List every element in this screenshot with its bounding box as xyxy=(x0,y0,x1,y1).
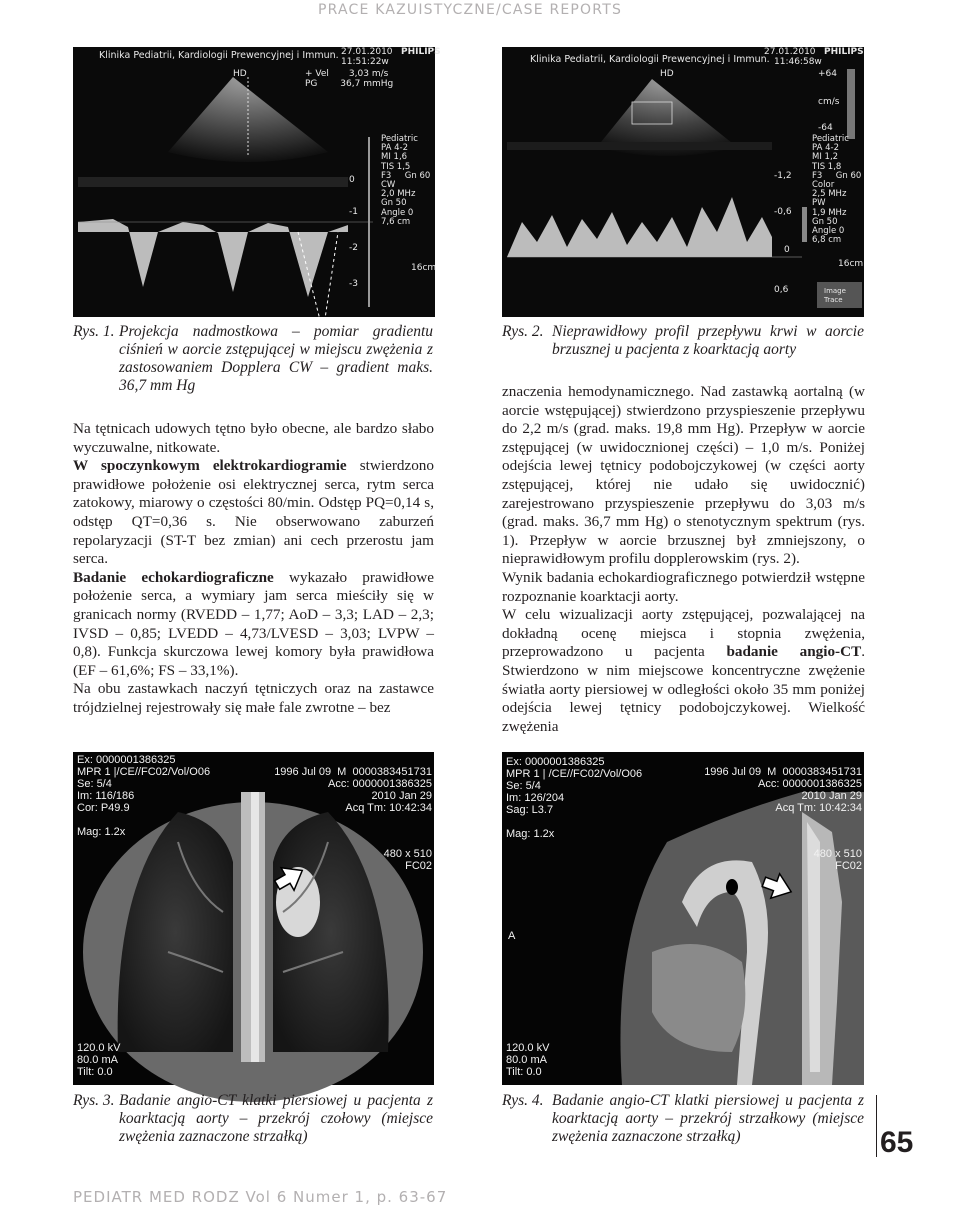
paragraph-hemodynamics: znaczenia hemodynamicznego. Nad zastawką aortalną (w aorcie wstępującej) stwierdzono przyspieszenie przepływu do 2,2 m/s (grad. maks. 19,8 mm Hg). Przepływ w aorcie zstępującej (w uwidocznionej części) – 1,0 m/s. Poniżej odejścia lewej tętnicy podobojczykowej (w części aorty zstępującej, której nie udało się uwidocznić) zarejestrowano przyspieszenie przepływu do 3,03 m/s (grad. maks. 36,7 mm Hg) o stenotycznym spektrum (rys. 1). Przepływ w aorcie brzusznej był zmniejszony, o nieprawidłowym profilu dopplerowskim (rys. 2). xyxy=(502,383,865,568)
figure-2-doppler-image xyxy=(502,47,864,317)
caption-figure-3 xyxy=(73,1092,433,1146)
gradient-readout: PG 36,7 mmHg xyxy=(305,79,394,89)
bold-term: badanie angio-CT xyxy=(726,643,862,661)
depth-label: 16cm xyxy=(838,259,864,269)
journal-footer: PEDIATR MED RODZ Vol 6 Numer 1, p. 63-67 xyxy=(73,1188,448,1206)
acquisition-parameters: Pediatric PA 4-2 MI 1,6 TIS 1,5 F3 Gn 60 CW 2,0 MHz Gn 50 Angle 0 7,6 cm xyxy=(381,134,431,227)
right-text-column xyxy=(502,383,865,736)
paragraph-valves: Na obu zastawkach naczyń tętniczych oraz na zastawce trójdzielnej rejestrowały się małe fale zwrotne – bez xyxy=(73,680,434,716)
caption-text: Projekcja nadmostkowa – pomiar gradientu ciśnień w aorcie zstępującej w miejscu zwężenia z zastosowaniem Dopplera CW – gradient maks. 36,7 mm Hg xyxy=(119,323,433,394)
paragraph-femoral-pulse: Na tętnicach udowych tętno było obecne, ale bardzo słabo wyczuwalne, nitkowate. xyxy=(73,420,434,456)
page-number-rule xyxy=(876,1095,877,1157)
caption-text: Badanie angio-CT klatki piersiowej u pacjenta z koarktacją aorty – przekrój czołowy (miejsce zwężenia zaznaczone strzałką) xyxy=(119,1092,433,1145)
acquisition-parameters: Pediatric PA 4-2 MI 1,2 TIS 1,8 F3 Gn 60 Color 2,5 MHz PW 1,9 MHz Gn 50 Angle 0 6,8 cm xyxy=(812,134,862,246)
page-number: 65 xyxy=(880,1126,914,1159)
depth-label: 16cm xyxy=(411,263,437,273)
brand-label: PHILIPS xyxy=(401,47,441,57)
image-button: Image xyxy=(824,287,846,295)
date-label: 27.01.2010 xyxy=(341,47,393,57)
ct-info-top-right: 1996 Jul 09 M 0000383451731 Acc: 0000001386325 2010 Jan 29 Acq Tm: 10:42:34 xyxy=(704,766,862,814)
date-label: 27.01.2010 xyxy=(764,47,816,57)
scale-0: 0 xyxy=(349,175,355,185)
paragraph-echo-result: Wynik badania echokardiograficznego potwierdził wstępne rozpoznanie koarktacji aorty. xyxy=(502,568,865,605)
hd-label: HD xyxy=(660,69,674,79)
scale-plus-64: +64 xyxy=(818,69,837,79)
paragraph-text: wykazało prawidłowe położenie serca, a wymiary jam serca mieściły się w granicach normy (RVEDD – 1,77; AoD – 3,3; LAD – 2,3; IVSD – 0,85; LVEDD – 4,73/LVESD – 3,03; LVPW – 0,8). Funkcja skurczowa lewej komory była prawidłowa (EF – 61,6%; FS – 33,1%). xyxy=(73,568,435,679)
velocity-readout: + Vel 3,03 m/s xyxy=(305,69,389,79)
scale-b: -0,6 xyxy=(774,207,792,217)
ct-matrix: 480 x 510 FC02 xyxy=(383,848,432,872)
paragraph-angio-ct xyxy=(502,606,865,736)
caption-text: Badanie angio-CT klatki piersiowej u pacjenta z koarktacją aorty – przekrój strzałkowy (miejsce zwężenia zaznaczone strzałką) xyxy=(552,1092,864,1145)
scale-a: -1,2 xyxy=(774,171,792,181)
caption-text: Nieprawidłowy profil przepływu krwi w aorcie brzusznej u pacjenta z koarktacją aorty xyxy=(552,323,864,358)
velocity-unit: cm/s xyxy=(818,97,840,107)
bold-term: Badanie echokardiograficzne xyxy=(73,568,274,586)
caption-label: Rys. 4. xyxy=(502,1092,544,1109)
ct-info-top-right: 1996 Jul 09 M 0000383451731 Acc: 0000001386325 2010 Jan 29 Acq Tm: 10:42:34 xyxy=(274,766,432,814)
running-header: PRACE KAZUISTYCZNE/CASE REPORTS xyxy=(318,2,623,18)
figure-4-ct-sagittal xyxy=(502,752,864,1085)
scale-minus-3: -3 xyxy=(349,279,358,289)
ct-info-top-left: Ex: 0000001386325 MPR 1 |/CE//FC02/Vol/O06 Se: 5/4 Im: 116/186 Cor: P49.9 Mag: 1.2x xyxy=(77,754,211,838)
figure-1-doppler-image xyxy=(73,47,441,317)
paragraph-text: W celu wizualizacji aorty zstępującej, pozwalającej na dokładną ocenę miejsca i stopnia zwężenia, przeprowadzono u pacjenta xyxy=(502,606,865,661)
time-label: 11:51:22w xyxy=(341,57,389,67)
hd-label: HD xyxy=(233,69,247,79)
scale-d: 0,6 xyxy=(774,285,789,295)
brand-label: PHILIPS xyxy=(824,47,864,57)
caption-label: Rys. 2. xyxy=(502,323,544,340)
clinic-label: Klinika Pediatrii, Kardiologii Prewencyjnej i Immun. xyxy=(99,50,339,61)
paragraph-echo xyxy=(73,569,434,681)
scale-minus-64: -64 xyxy=(818,123,833,133)
scale-minus-2: -2 xyxy=(349,243,358,253)
ct-orientation-a: A xyxy=(508,930,516,942)
paragraph-ecg xyxy=(73,457,434,569)
paragraph-text: . Stwierdzono w nim miejscowe koncentryczne zwężenie światła aorty piersiowej w odległości około 35 mm poniżej odejścia lewej tętnicy podobojczykowej. Wielkość zwężenia xyxy=(502,643,866,735)
caption-figure-1 xyxy=(73,323,433,395)
scale-c: 0 xyxy=(784,245,790,255)
doppler-pw-graphic xyxy=(502,47,864,317)
clinic-label: Klinika Pediatrii, Kardiologii Prewencyjnej i Immun. xyxy=(530,54,770,65)
figure-3-ct-coronal xyxy=(73,752,434,1085)
left-text-column xyxy=(73,420,434,718)
caption-label: Rys. 3. xyxy=(73,1092,115,1109)
caption-figure-2 xyxy=(502,323,864,359)
ct-info-bottom-left: 120.0 kV 80.0 mA Tilt: 0.0 xyxy=(77,1042,121,1078)
scale-minus-1: -1 xyxy=(349,207,358,217)
caption-label: Rys. 1. xyxy=(73,323,115,340)
ct-info-top-left: Ex: 0000001386325 MPR 1 | /CE//FC02/Vol/O06 Se: 5/4 Im: 126/204 Sag: L3.7 Mag: 1.2x xyxy=(506,756,643,840)
ct-info-bottom-left: 120.0 kV 80.0 mA Tilt: 0.0 xyxy=(506,1042,550,1078)
bold-term: W spoczynkowym elektrokardiogramie xyxy=(73,457,347,475)
ct-matrix: 480 x 510 FC02 xyxy=(813,848,862,872)
caption-figure-4 xyxy=(502,1092,864,1146)
paragraph-text: stwierdzono prawidłowe położenie osi elektrycznej serca, rytm serca zatokowy, miarowy o częstości 80/min. Odstęp PQ=0,14 s, odstęp QT=0,36 s. Nie obserwowano zaburzeń repolaryzacji (ST-T bez zmian) ani cech przerostu jam serca. xyxy=(73,457,434,568)
time-label: 11:46:58w xyxy=(774,57,822,67)
trace-button: Trace xyxy=(824,296,843,304)
